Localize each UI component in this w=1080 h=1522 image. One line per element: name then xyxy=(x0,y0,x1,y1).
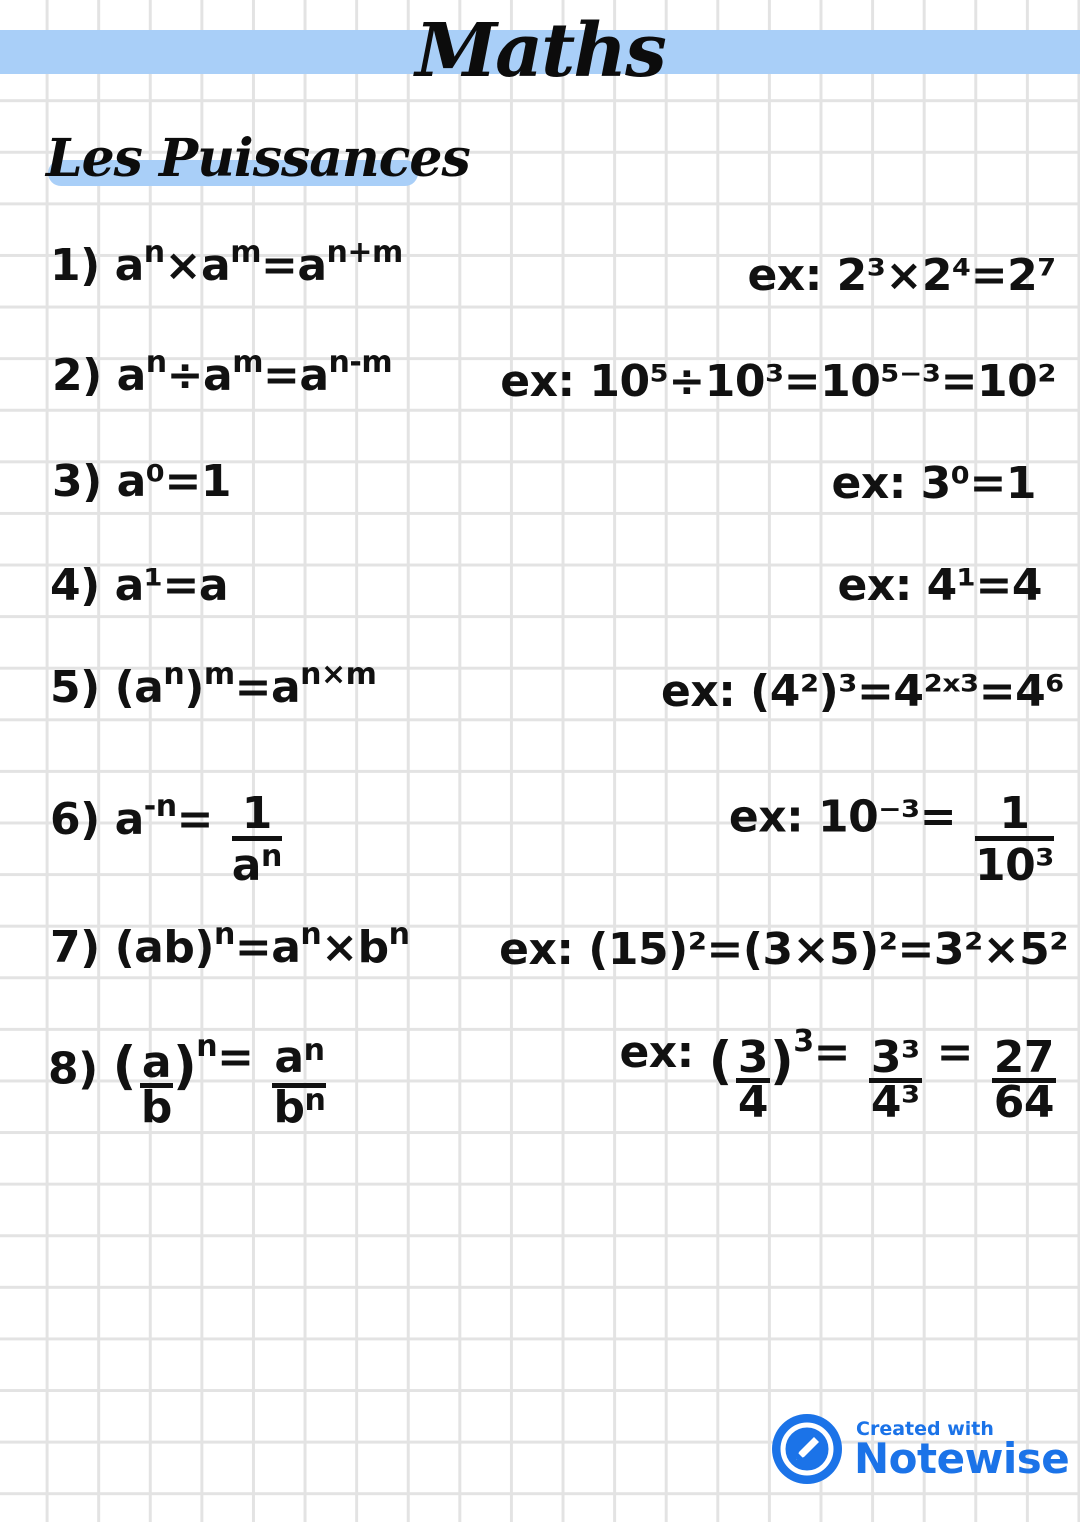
rule-4: 4) a¹=a xyxy=(50,560,229,611)
page-title: Maths xyxy=(415,8,665,94)
example-3: ex: 3⁰=1 xyxy=(831,458,1036,509)
example-4: ex: 4¹=4 xyxy=(837,560,1042,611)
example-1: ex: 2³×2⁴=2⁷ xyxy=(747,250,1056,301)
pencil-icon xyxy=(772,1414,842,1484)
notewise-logo xyxy=(772,1414,842,1484)
section-title: Les Puissances xyxy=(46,128,470,189)
rule-5: 5) $(a^n)^m=a^{n\times m}$ xyxy=(50,657,377,713)
fraction: $\frac{\text{3³}}{\text{4³}}$ xyxy=(870,1032,920,1128)
fraction: $\frac{a^n}{b^n}$ xyxy=(273,1032,326,1133)
brand-name: Notewise xyxy=(854,1434,1070,1483)
created-with-label: Created with xyxy=(856,1418,994,1440)
fraction: $\frac{3}{4}$ xyxy=(737,1032,768,1128)
rule-8: 8) ( $\frac{a}{b}$ )$^n$= $\frac{a^n}{b^n}$ xyxy=(48,1028,326,1133)
example-7: ex: (15)²=(3×5)²=3²×5² xyxy=(499,924,1068,975)
example-6: ex: 10⁻³= $\frac{1}{\text{10³}}$ xyxy=(728,788,1054,891)
rule-2: 2) $a^n\div a^m=a^{n-m}$ xyxy=(52,345,393,401)
example-2: ex: 10⁵÷10³=10⁵⁻³=10² xyxy=(500,356,1056,407)
rule-7: 7) $(ab)^n=a^n\times b^n$ xyxy=(50,917,410,973)
fraction: $\frac{a}{b}$ xyxy=(140,1037,172,1133)
rule-3: 3) a⁰=1 xyxy=(52,456,232,507)
example-8: ex: ( $\frac{3}{4}$ )$^3$= $\frac{\text{3³}}{\text{4³}}$ = $\frac{27}{64}$ xyxy=(619,1023,1054,1128)
fraction: $\frac{1}{a^n}$ xyxy=(231,788,282,891)
rule-6: 6) $a^{-n}=$ $\frac{1}{a^n}$ xyxy=(50,770,282,874)
example-5: ex: (4²)³=4²ˣ³=4⁶ xyxy=(661,666,1064,717)
fraction: $\frac{27}{64}$ xyxy=(993,1032,1054,1128)
rule-1: 1) $a^n\times a^m=a^{n+m}$ xyxy=(50,235,403,291)
fraction: $\frac{1}{\text{10³}}$ xyxy=(974,788,1054,891)
